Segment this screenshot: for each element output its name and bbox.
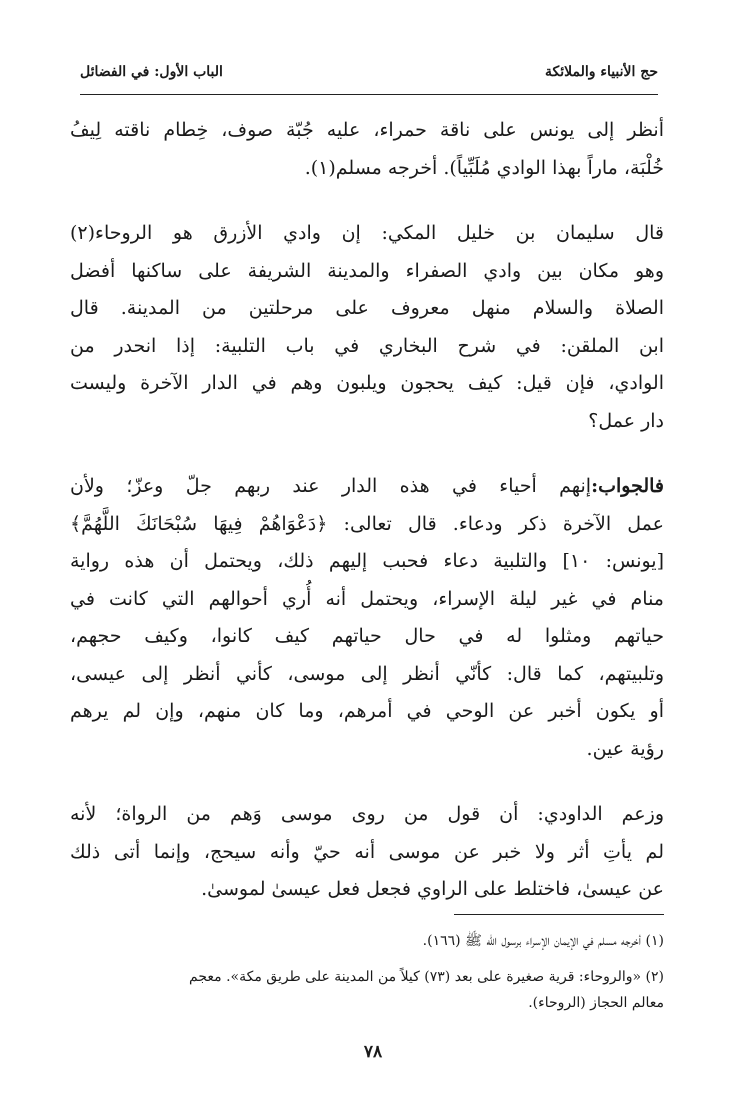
paragraph: [70, 215, 664, 440]
text-line: عن عيسىٰ، فاختلط على الراوي فجعل فعل عيسىٰ لموسىٰ.: [201, 878, 664, 900]
header-book-title: حج الأنبياء والملائكة: [544, 64, 658, 80]
paragraph: [70, 796, 664, 909]
text-line: [يونس: ١٠] والتلبية دعاء فحبب إليهم ذلك، ويحتمل أن هذه رواية: [70, 550, 664, 572]
text-line: الصلاة والسلام منهل معروف على مرحلتين من المدينة. قال: [70, 297, 664, 319]
text-line: لم يأتِ أثر ولا خبر عن موسى أنه حيّ وأنه سيحج، وإنما أتى ذلك: [70, 840, 664, 863]
footnote-line: (١) أخرجه مسلم في الإيمان الإسراء برسول الله ﷺ (١٦٦).: [422, 933, 664, 949]
answer-lead: فالجواب:: [591, 475, 664, 497]
running-header: [80, 58, 658, 86]
text-line: وهو مكان بين وادي الصفراء والمدينة الشريفة على ساكنها أفضل: [70, 259, 664, 282]
text-line: دار عمل؟: [588, 409, 664, 432]
text-line: منام في غير ليلة الإسراء، ويحتمل أنه أُري أحوالهم التي كانت في: [70, 587, 664, 610]
footnote-line: (٢) «والروحاء: قرية صغيرة على بعد (٧٣) كيلاً من المدينة على طريق مكة». معجم: [189, 969, 664, 985]
footnote-line: معالم الحجاز (الروحاء).: [528, 995, 664, 1011]
page-number: ٧٨: [363, 1042, 383, 1062]
text-run: إنهم أحياء في هذه الدار عند ربهم جلّ وعزّ؛ ولأن: [70, 475, 592, 497]
footnote: [70, 928, 664, 954]
text-line: وزعم الداودي: أن قول من روى موسى وَهم من الرواة؛ لأنه: [70, 803, 664, 825]
text-line: حياتهم ومثلوا له في حال حياتهم كيف كانوا، وكيف حجهم،: [70, 625, 664, 647]
header-divider: [80, 94, 658, 95]
header-chapter-title: الباب الأول: في الفضائل: [80, 64, 223, 80]
text-line: رؤية عين.: [586, 737, 664, 760]
footnote-divider: [454, 914, 664, 915]
text-line: أنظر إلى يونس على ناقة حمراء، عليه جُبّة صوف، خِطام ناقته لِيفُ: [70, 119, 664, 141]
text-line: قال سليمان بن خليل المكي: إن وادي الأزرق هو الروحاء(٢): [70, 222, 664, 244]
paragraph: [70, 468, 664, 768]
footnotes: [70, 928, 664, 1026]
text-line: خُلْبَة، ماراً بهذا الوادي مُلَبِّياً). أخرجه مسلم(١).: [304, 156, 664, 179]
footnote: [70, 964, 664, 1016]
text-line: وتلبيتهم، كما قال: كأنّي أنظر إلى موسى، كأني أنظر إلى عيسى،: [70, 662, 664, 685]
text-line: الوادي، فإن قيل: كيف يحجون ويلبون وهم في الدار الآخرة وليست: [70, 372, 664, 394]
main-text: [70, 112, 664, 937]
text-line: [70, 468, 664, 506]
text-line: أو يكون أخبر عن الوحي في أمرهم، وما كان منهم، وإن لم يرهم: [70, 700, 664, 722]
text-line: ابن الملقن: في شرح البخاري في باب التلبية: إذا انحدر من: [70, 334, 664, 357]
text-line: عمل الآخرة ذكر ودعاء. قال تعالى: ﴿دَعْوَاهُمْ فِيهَا سُبْحَانَكَ اللَّهُمَّ﴾: [70, 512, 664, 535]
paragraph: [70, 112, 664, 187]
